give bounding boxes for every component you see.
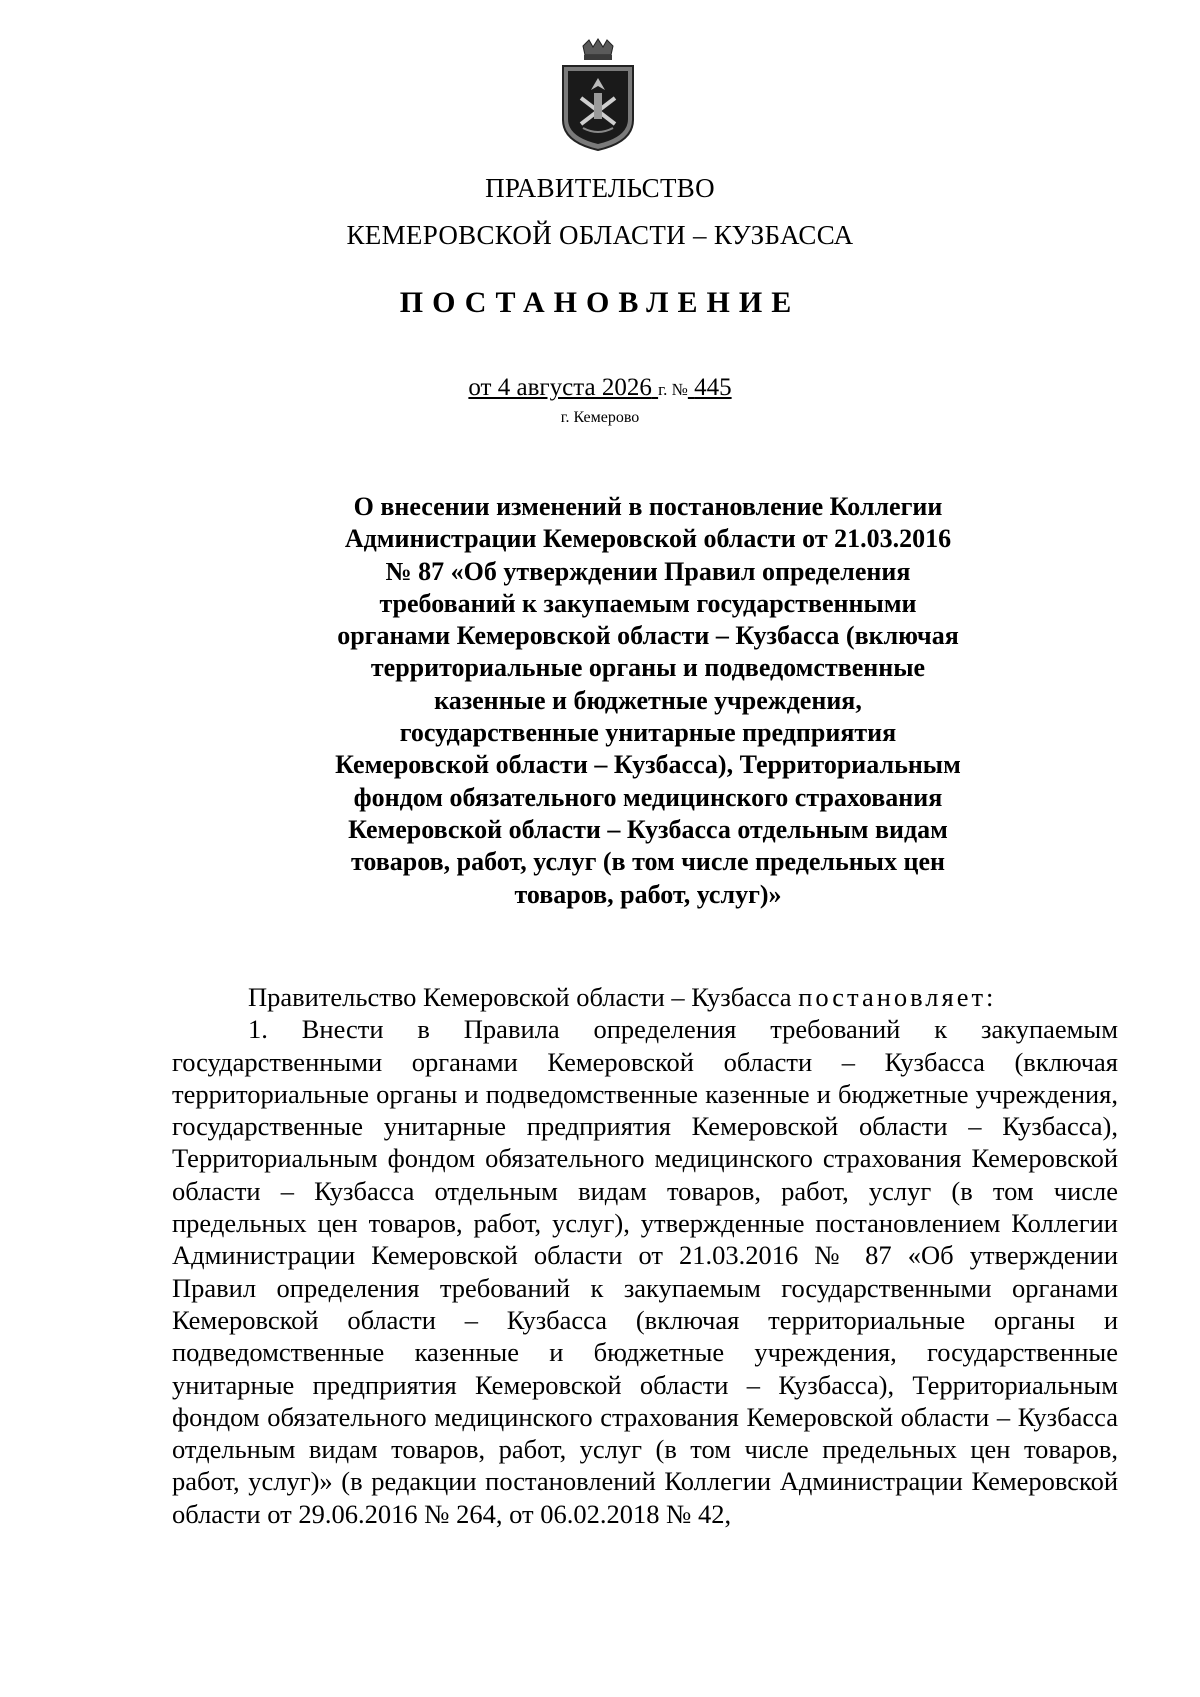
document-type: ПОСТАНОВЛЕНИЕ [399, 286, 801, 319]
title-line: казенные и бюджетные учреждения, [434, 685, 862, 715]
title-line: Кемеровской области – Кузбасса отдельным видам [348, 814, 948, 844]
government-name-line-2: КЕМЕРОВСКОЙ ОБЛАСТИ – КУЗБАССА [346, 220, 854, 250]
title-line: Администрации Кемеровской области от 21.03.2016 [344, 524, 952, 554]
government-name-line-1: ПРАВИТЕЛЬСТВО [485, 173, 715, 203]
document-title [298, 491, 998, 911]
title-line: Кемеровской области – Кузбасса), Территориальным [335, 750, 961, 780]
title-line: органами Кемеровской области – Кузбасса (включая [337, 621, 959, 651]
document-number: 445 [694, 374, 732, 401]
intro-text: Правительство Кемеровской области – Кузбасса [248, 982, 799, 1012]
document-body [172, 981, 1118, 1530]
crown-icon [583, 39, 613, 60]
coat-of-arms-emblem [553, 38, 643, 153]
intro-verb: постановляет: [798, 982, 997, 1012]
title-line: товаров, работ, услуг (в том числе предельных цен [350, 847, 945, 877]
title-line: О внесении изменений в постановление Коллегии [353, 492, 943, 521]
title-line: государственные унитарные предприятия [399, 718, 897, 748]
title-line: № 87 «Об утверждении Правил определения [385, 556, 911, 586]
document-date: от 4 августа 2026 [468, 374, 652, 401]
intro-paragraph [172, 981, 1118, 1013]
title-line: требований к закупаемым государственными [379, 588, 917, 618]
document-city: г. Кемерово [560, 409, 640, 426]
title-line: фондом обязательного медицинского страхования [353, 782, 943, 812]
title-line: товаров, работ, услуг)» [514, 879, 782, 909]
date-number-line [0, 373, 1200, 405]
year-number-label: г. № [658, 380, 688, 399]
title-line: территориальные органы и подведомственные [370, 653, 926, 683]
paragraph-item-1: 1. Внести в Правила определения требований к закупаемым государственными органами Кемеровской области – Кузбасса (включая территориальные органы и подведомственные казенные и бюджетные учреждения, государственные унитарные предприятия Кемеровской области – Кузбасса), Территориальным фондом обязательного медицинского страхования Кемеровской области – Кузбасса отдельным видам товаров, работ, услуг (в том числе предельных цен товаров, работ, услуг), утвержденные постановлением Коллегии Администрации Кемеровской области от 21.03.2016 № 87 «Об утверждении Правил определения требований к закупаемым государственными органами Кемеровской области – Кузбасса (включая территориальные органы и подведомственные казенные и бюджетные учреждения, государственные унитарные предприятия Кемеровской области – Кузбасса), Территориальным фондом обязательного медицинского страхования Кемеровской области – Кузбасса отдельным видам товаров, работ, услуг (в том числе предельных цен товаров, работ, услуг)» (в редакции постановлений Коллегии Администрации Кемеровской области от 29.06.2016 № 264, от 06.02.2018 № 42, [172, 1014, 1118, 1529]
